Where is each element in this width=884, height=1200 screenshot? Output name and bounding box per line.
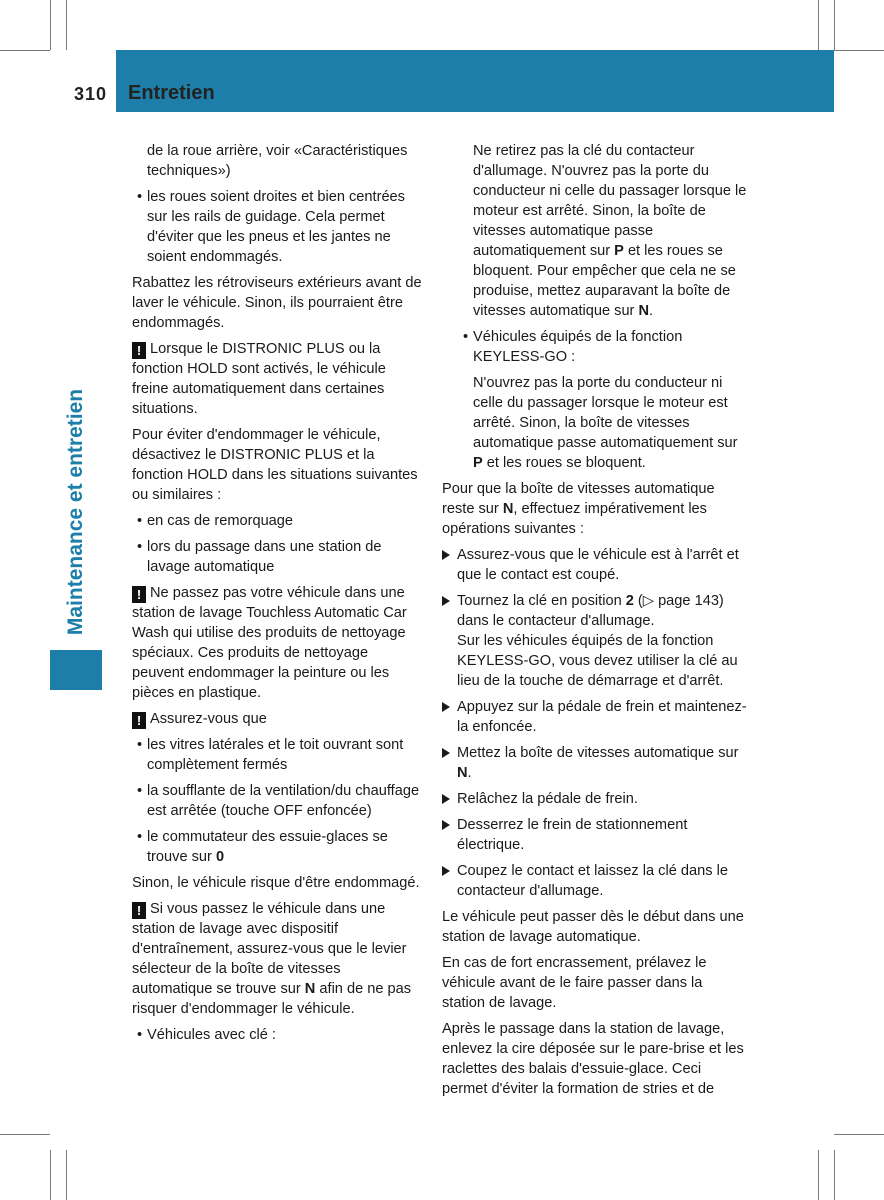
step-text: Relâchez la pédale de frein. bbox=[457, 791, 638, 807]
bullet-item: • Véhicules équipés de la fonction KEYLESS-GO : bbox=[442, 327, 748, 367]
bullet-item: • lors du passage dans une station de lavage automatique bbox=[132, 537, 424, 577]
bold-value: P bbox=[614, 243, 624, 259]
arrow-icon bbox=[442, 748, 450, 758]
bold-value: N bbox=[304, 981, 316, 997]
continued-bullet-text: de la roue arrière, voir «Caractéristiques techniques») bbox=[147, 143, 408, 179]
arrow-icon bbox=[442, 596, 450, 606]
sidebar-tab bbox=[50, 650, 102, 690]
crop-mark bbox=[834, 1150, 835, 1200]
continued-text bbox=[442, 141, 748, 321]
paragraph: En cas de fort encrassement, prélavez le véhicule avant de le faire passer dans la station de lavage. bbox=[442, 955, 707, 1011]
bullet-item: • la soufflante de la ventilation/du chauffage est arrêtée (touche OFF enfoncée) bbox=[132, 781, 424, 821]
step-text: Desserrez le frein de stationnement électrique. bbox=[457, 817, 688, 853]
crop-mark bbox=[50, 0, 51, 50]
step-text: Appuyez sur la pédale de frein et maintenez-la enfoncée. bbox=[457, 699, 747, 735]
paragraph bbox=[442, 479, 748, 539]
warning-icon: ! bbox=[132, 902, 146, 919]
bullet-item: • en cas de remorquage bbox=[132, 511, 424, 531]
text: , effectuez impérativement les opérations suivantes : bbox=[442, 501, 707, 537]
step-text: . bbox=[467, 765, 472, 781]
text: N'ouvrez pas la porte du conducteur ni celle du passager lorsque le moteur est arrêté. Sinon, la boîte de vitesses automatique passe automatiquement sur bbox=[473, 375, 738, 451]
header-bar bbox=[116, 50, 834, 112]
paragraph: Après le passage dans la station de lavage, enlevez la cire déposée sur le pare-brise et les raclettes des balais d'essuie-glace. Ceci permet d'éviter la formation de stries et de bbox=[442, 1021, 744, 1097]
warning-text: Ne passez pas votre véhicule dans une station de lavage Touchless Automatic Car Wash qui utilise des produits de nettoyage spéciaux. Ces produits de nettoyage peuvent endommager la peinture ou les pièces en plastique. bbox=[132, 585, 407, 701]
text: Ne retirez pas la clé du contacteur d'allumage. N'ouvrez pas la porte du conducteur ni celle du passager lorsque le moteur est arrêté. Sinon, la boîte de vitesses automatique passe automatiquement sur bbox=[473, 143, 747, 259]
arrow-icon bbox=[442, 794, 450, 804]
text: . bbox=[649, 303, 654, 319]
crop-mark bbox=[50, 1150, 51, 1200]
crop-mark bbox=[818, 1150, 819, 1200]
crop-mark bbox=[66, 0, 67, 50]
instruction-step bbox=[442, 697, 748, 737]
instruction-step bbox=[442, 743, 748, 783]
warning-icon: ! bbox=[132, 586, 146, 603]
bullet-text: le commutateur des essuie-glaces se trouve sur bbox=[147, 829, 388, 865]
crop-mark bbox=[66, 1150, 67, 1200]
warning-text: Lorsque le DISTRONIC PLUS ou la fonction HOLD sont activés, le véhicule freine automatiquement dans certaines situations. bbox=[132, 341, 386, 417]
bold-value: N bbox=[457, 765, 468, 781]
instruction-step bbox=[442, 861, 748, 901]
warning-text: Si vous passez le véhicule dans une station de lavage avec dispositif d'entraînement, assurez-vous que le levier sélecteur de la boîte de vitesses automatique se trouve sur bbox=[132, 901, 407, 997]
warning-note bbox=[132, 339, 424, 419]
warning-icon: ! bbox=[132, 342, 146, 359]
paragraph: Sinon, le véhicule risque d'être endommagé. bbox=[132, 875, 420, 891]
bold-value: N bbox=[502, 501, 514, 517]
text: et les roues se bloquent. bbox=[482, 455, 646, 471]
paragraph: Pour éviter d'endommager le véhicule, désactivez le DISTRONIC PLUS et la fonction HOLD dans les situations suivantes ou similaires : bbox=[132, 427, 418, 503]
warning-text: Assurez-vous que bbox=[150, 711, 267, 727]
left-column bbox=[132, 141, 424, 1051]
bold-value: N bbox=[638, 303, 650, 319]
crop-mark bbox=[834, 1134, 884, 1135]
arrow-icon bbox=[442, 866, 450, 876]
section-title: Entretien bbox=[128, 82, 215, 104]
step-text: Mettez la boîte de vitesses automatique sur bbox=[457, 745, 739, 761]
step-text: Assurez-vous que le véhicule est à l'arrêt et que le contact est coupé. bbox=[457, 547, 739, 583]
arrow-icon bbox=[442, 702, 450, 712]
crop-mark bbox=[0, 50, 50, 51]
arrow-icon bbox=[442, 820, 450, 830]
bullet-item bbox=[132, 827, 424, 867]
paragraph: Le véhicule peut passer dès le début dans une station de lavage automatique. bbox=[442, 909, 744, 945]
warning-note bbox=[132, 709, 424, 729]
crop-mark bbox=[834, 50, 884, 51]
bullet-item: • les roues soient droites et bien centrées sur les rails de guidage. Cela permet d'éviter que les pneus et les jantes ne soient endommagés. bbox=[132, 187, 424, 267]
crop-mark bbox=[0, 1134, 50, 1135]
warning-note bbox=[132, 583, 424, 703]
bold-value: P bbox=[473, 455, 483, 471]
instruction-step bbox=[442, 545, 748, 585]
instruction-step bbox=[442, 591, 748, 691]
page-number: 310 bbox=[74, 84, 108, 104]
crop-mark bbox=[818, 0, 819, 50]
sub-paragraph bbox=[442, 373, 748, 473]
paragraph: Rabattez les rétroviseurs extérieurs avant de laver le véhicule. Sinon, ils pourraient être endommagés. bbox=[132, 275, 422, 331]
text: Pour que la boîte de vitesses automatique reste sur bbox=[442, 481, 715, 517]
warning-note bbox=[132, 899, 424, 1019]
warning-text: afin de ne pas risquer d'endommager le véhicule. bbox=[132, 981, 412, 1017]
bullet-item: • les vitres latérales et le toit ouvrant sont complètement fermés bbox=[132, 735, 424, 775]
sidebar-chapter-label: Maintenance et entretien bbox=[64, 388, 87, 636]
crop-mark bbox=[834, 0, 835, 50]
bold-value: 2 bbox=[625, 593, 634, 609]
bullet-item: • Véhicules avec clé : bbox=[132, 1025, 424, 1045]
warning-icon: ! bbox=[132, 712, 146, 729]
step-text: (▷ page 143) dans le contacteur d'allumage. bbox=[457, 593, 724, 629]
right-column bbox=[442, 141, 748, 1105]
step-text: Tournez la clé en position bbox=[457, 593, 626, 609]
instruction-step bbox=[442, 789, 748, 809]
text: et les roues se bloquent. Pour empêcher que cela ne se produise, mettez auparavant la boîte de vitesses automatique sur bbox=[473, 243, 736, 319]
step-text: Coupez le contact et laissez la clé dans le contacteur d'allumage. bbox=[457, 863, 728, 899]
arrow-icon bbox=[442, 550, 450, 560]
step-text: Sur les véhicules équipés de la fonction KEYLESS-GO, vous devez utiliser la clé au lieu de la touche de démarrage et d'arrêt. bbox=[457, 633, 738, 689]
bold-value: 0 bbox=[215, 849, 225, 865]
instruction-step bbox=[442, 815, 748, 855]
